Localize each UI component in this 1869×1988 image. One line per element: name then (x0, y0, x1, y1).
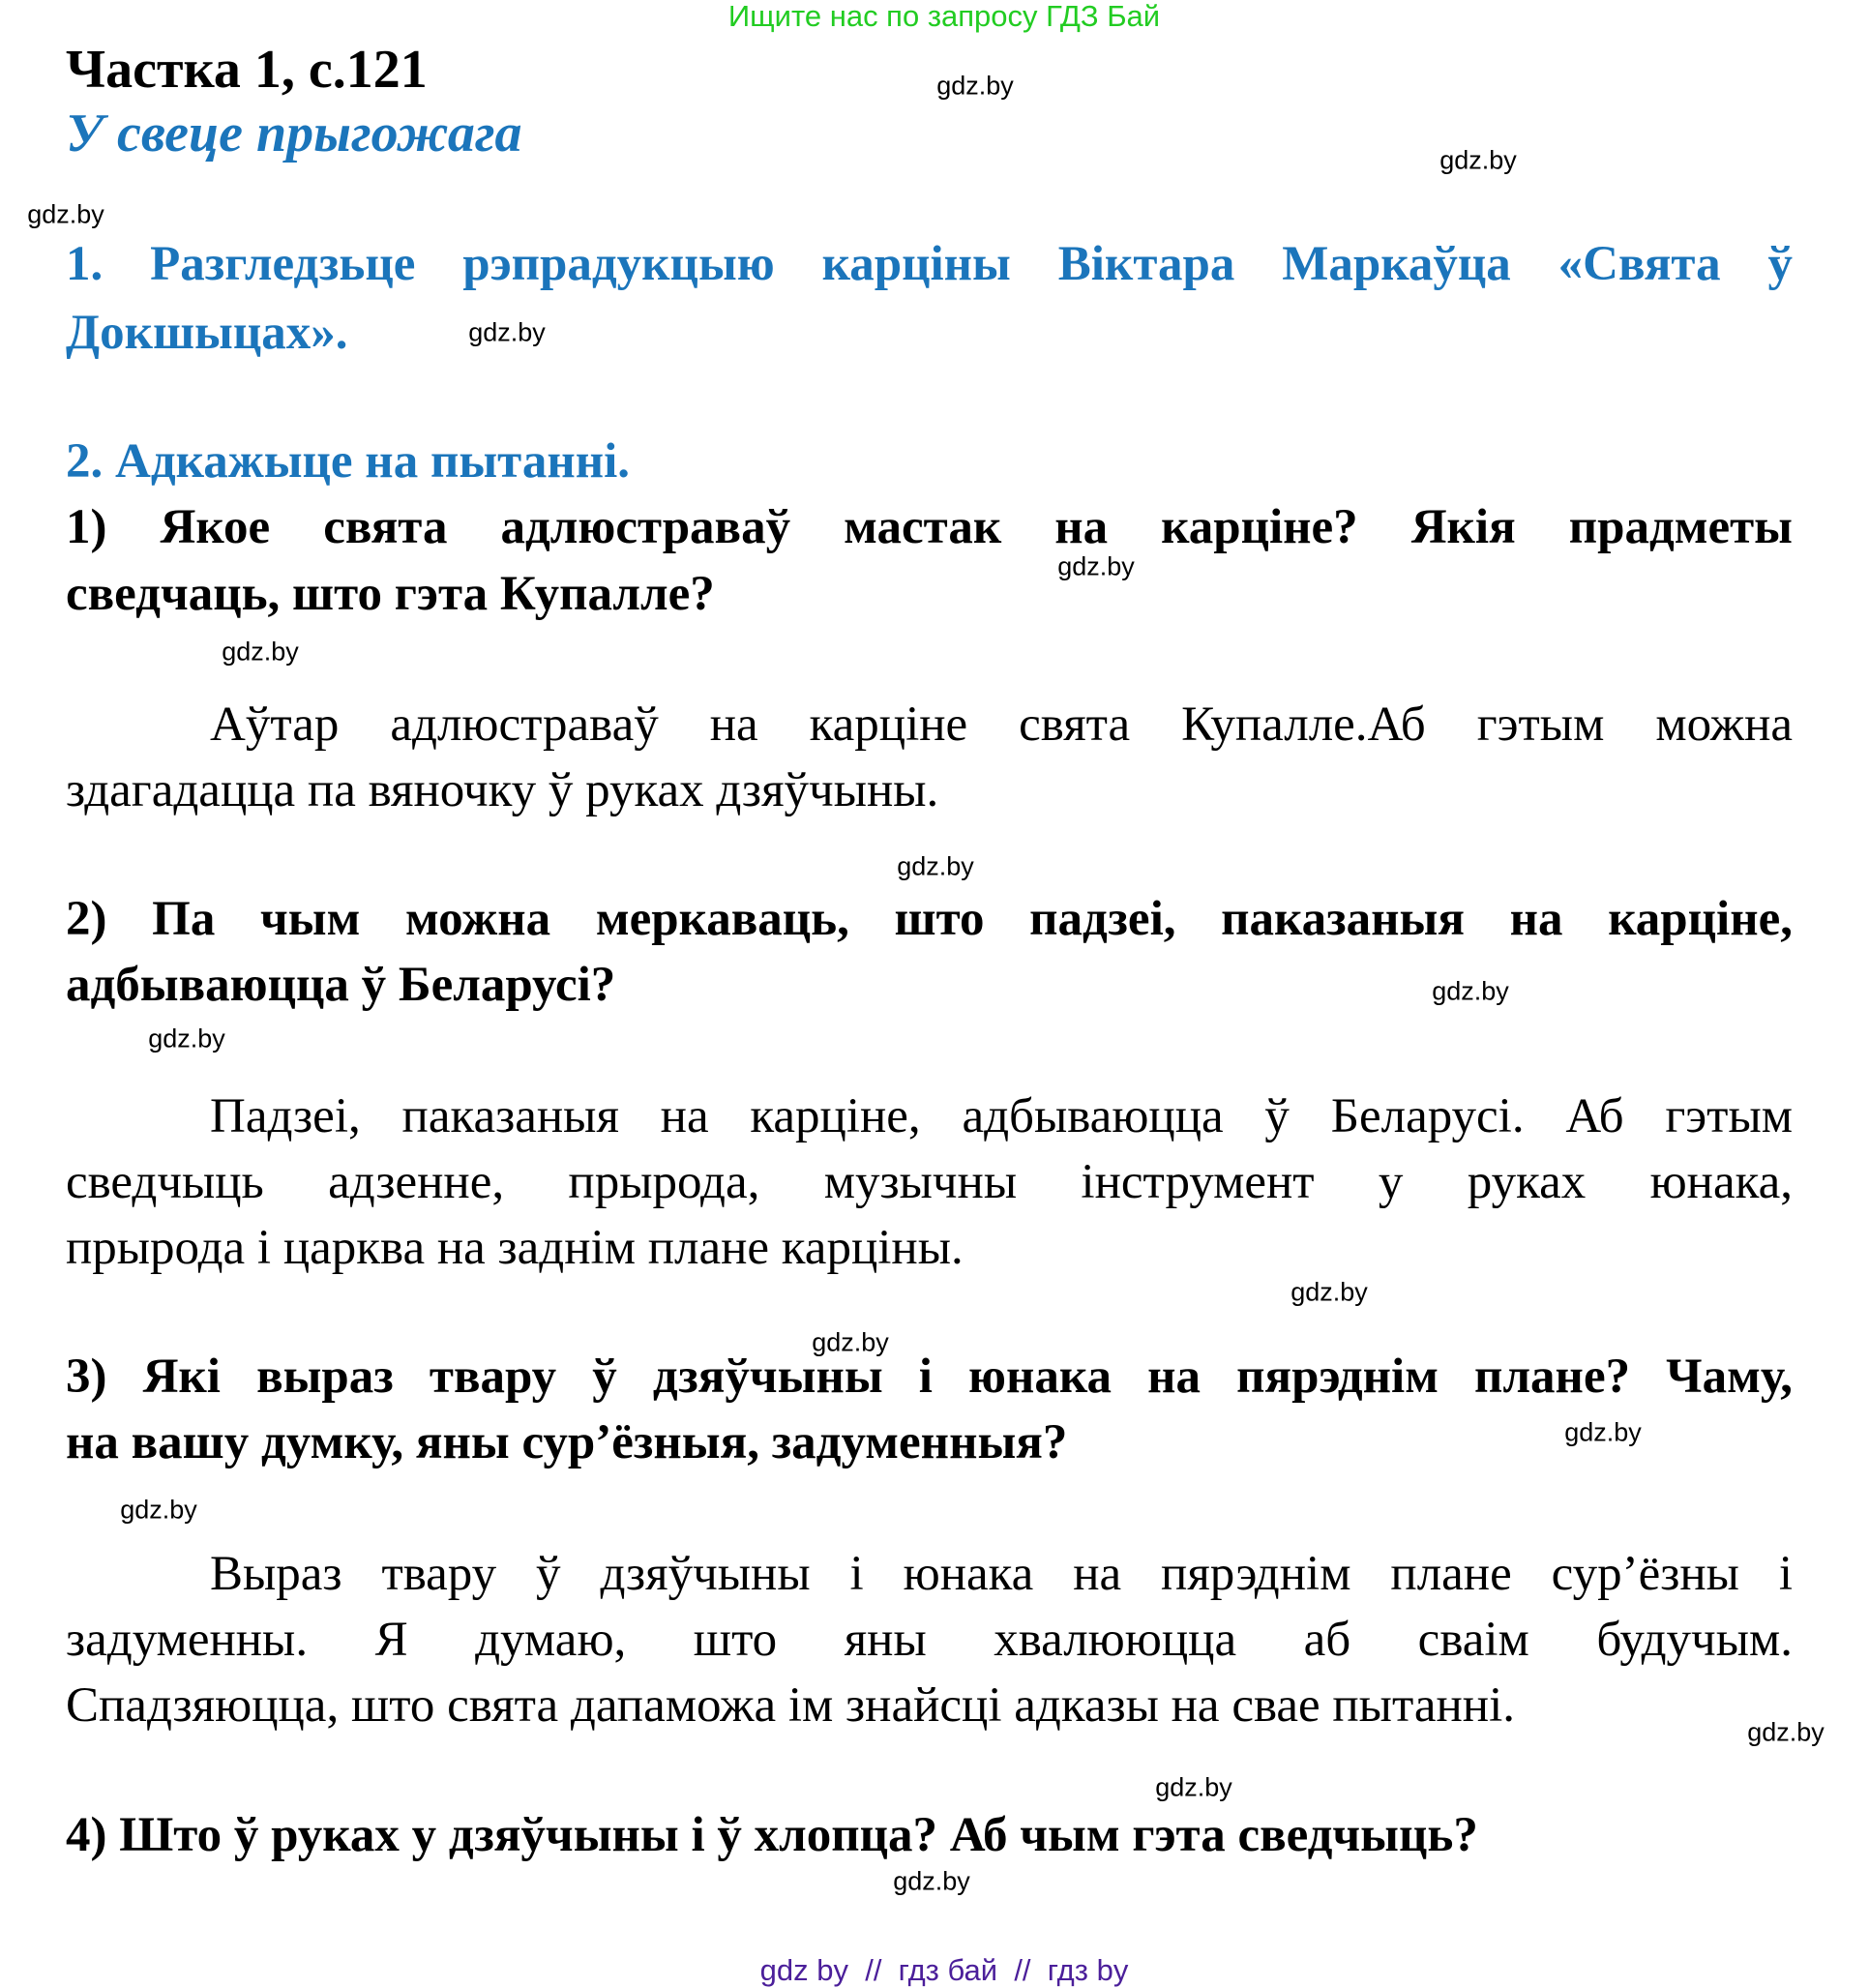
watermark: gdz.by (936, 71, 1014, 101)
task-1-line: 1. Разгледзьце рэпрадукцыю карціны Віктара Маркаўца «Свята ў (66, 237, 1793, 291)
watermark: gdz.by (812, 1327, 889, 1357)
watermark: gdz.by (120, 1495, 197, 1525)
page-title: Частка 1, с.121 (66, 40, 428, 100)
watermark: gdz.by (1747, 1717, 1824, 1747)
watermark: gdz.by (1432, 976, 1509, 1006)
section-subtitle: У свеце прыгожага (66, 104, 522, 163)
watermark: gdz.by (897, 851, 974, 881)
task-1-line: Докшыцах». (66, 306, 348, 360)
watermark: gdz.by (27, 199, 104, 229)
answer-3-line: Выраз твару ў дзяўчыны і юнака на пярэднім плане сур’ёзны і (210, 1547, 1793, 1601)
watermark: gdz.by (1439, 145, 1517, 175)
watermark: gdz.by (468, 317, 546, 347)
watermark: gdz.by (148, 1024, 225, 1053)
answer-2-line: Падзеі, паказаныя на карціне, адбываюцца ў Беларусі. Аб гэтым (210, 1089, 1793, 1143)
answer-3-line: Спадзяюцца, што свята дапаможа ім знайсці адказы на свае пытанні. (66, 1678, 1516, 1733)
watermark: gdz.by (1564, 1417, 1642, 1447)
question-2-line: адбываюцца ў Беларусі? (66, 958, 616, 1012)
watermark: gdz.by (893, 1866, 970, 1896)
question-1-line: 1) Якое свята адлюстраваў мастак на карціне? Якія прадметы (66, 500, 1793, 554)
search-banner: Ищите нас по запросу ГДЗ Бай (727, 0, 1161, 33)
answer-3-line: задуменны. Я думаю, што яны хвалююцца аб сваім будучым. (66, 1613, 1793, 1667)
question-3-line: на вашу думку, яны сур’ёзныя, задуменныя? (66, 1415, 1068, 1469)
question-4: 4) Што ў руках у дзяўчыны і ў хлопца? Аб чым гэта сведчыць? (66, 1808, 1478, 1862)
watermark: gdz.by (1290, 1277, 1368, 1307)
answer-1-line: здагадацца па вяночку ў руках дзяўчыны. (66, 763, 939, 817)
watermark: gdz.by (1057, 551, 1135, 581)
question-1-line: сведчаць, што гэта Купалле? (66, 567, 715, 621)
question-3-line: 3) Які выраз твару ў дзяўчыны і юнака на пярэднім плане? Чаму, (66, 1350, 1793, 1404)
answer-2-line: прырода і царква на заднім плане карціны. (66, 1221, 964, 1275)
watermark: gdz.by (222, 637, 299, 667)
answer-2-line: сведчыць адзенне, прырода, музычны інструмент у руках юнака, (66, 1155, 1793, 1209)
task-2-heading: 2. Адкажыце на пытанні. (66, 434, 631, 489)
answer-1-line: Аўтар адлюстраваў на карціне свята Купалле.Аб гэтым можна (210, 697, 1793, 752)
footer-links[interactable]: gdz by // гдз бай // гдз by (759, 1953, 1129, 1987)
watermark: gdz.by (1155, 1772, 1232, 1802)
question-2-line: 2) Па чым можна меркаваць, што падзеі, паказаныя на карціне, (66, 892, 1793, 946)
